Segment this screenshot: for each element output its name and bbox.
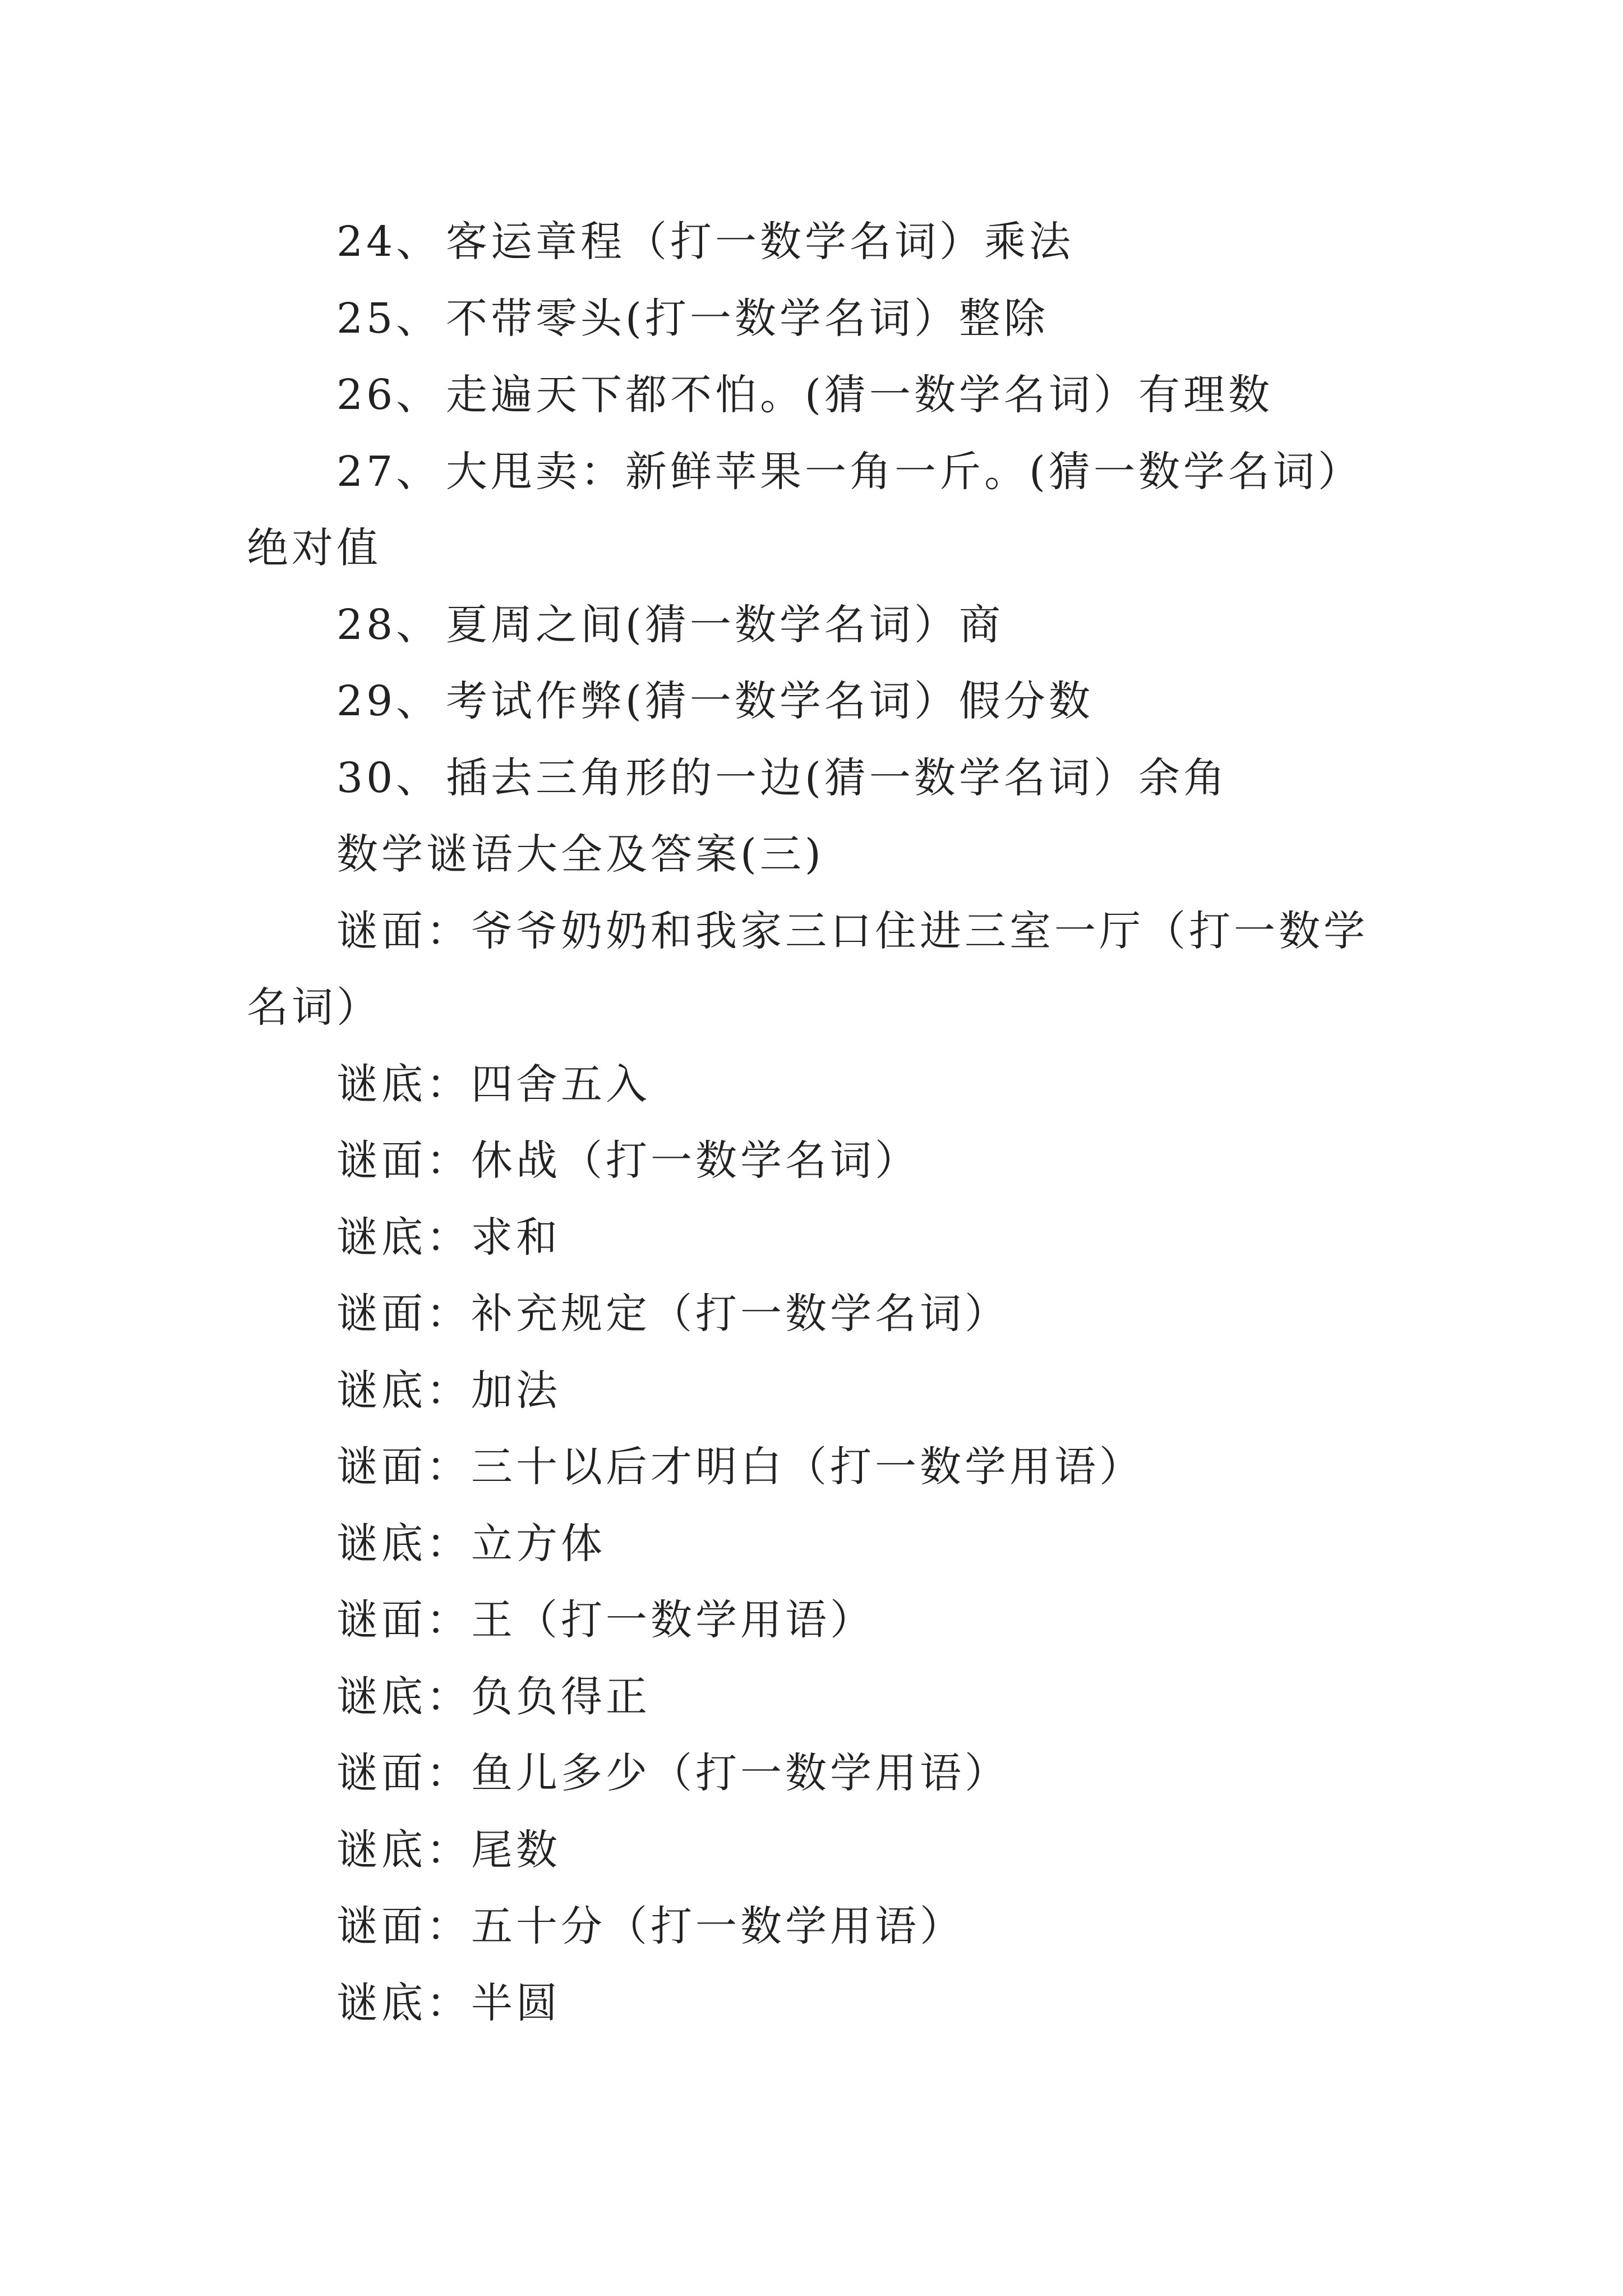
riddle-number: 25、 [336, 294, 441, 343]
riddle-text: 客运章程（打一数学名词）乘法 [446, 218, 1074, 266]
riddle-line-27 [247, 434, 1380, 587]
riddle-text: 插去三角形的一边(猜一数学名词）余角 [446, 753, 1228, 802]
riddle-answer: 谜底：尾数 [336, 1825, 561, 1874]
riddle-number: 24、 [336, 218, 441, 266]
riddle-question: 谜面：鱼儿多少（打一数学用语） [336, 1749, 1009, 1797]
riddle-answer: 谜底：四舍五入 [336, 1060, 651, 1108]
riddle-line-30 [247, 740, 1380, 817]
riddle-number: 30、 [336, 753, 441, 802]
riddle-number: 29、 [336, 677, 441, 725]
riddle-number: 26、 [336, 371, 441, 419]
riddle-text: 走遍天下都不怕。(猜一数学名词）有理数 [446, 371, 1273, 419]
riddle-question: 谜面：补充规定（打一数学名词） [336, 1290, 1009, 1338]
riddle-text: 不带零头(打一数学名词）整除 [446, 294, 1049, 343]
riddle-answer: 谜底：立方体 [336, 1519, 606, 1568]
section-title: 数学谜语大全及答案(三) [336, 830, 824, 878]
riddle-number: 28、 [336, 600, 441, 649]
riddle-question: 谜面：三十以后才明白（打一数学用语） [336, 1443, 1144, 1491]
riddle-answer: 谜底：加法 [336, 1366, 561, 1415]
riddle-number: 27、 [336, 447, 441, 496]
riddle-question: 谜面：王（打一数学用语） [336, 1596, 875, 1644]
riddle-answer: 谜底：半圆 [336, 1978, 561, 2027]
riddle-question: 谜面：休战（打一数学名词） [336, 1137, 920, 1185]
riddle-answer: 谜底：求和 [336, 1213, 561, 1262]
riddle-text: 大甩卖：新鲜苹果一角一斤。(猜一数学名词）绝对值 [247, 447, 1363, 572]
riddle-line-26 [247, 357, 1380, 434]
riddle-text: 夏周之间(猜一数学名词）商 [446, 600, 1004, 649]
riddle-text: 考试作弊(猜一数学名词）假分数 [446, 677, 1094, 725]
riddle-line-29 [247, 663, 1380, 740]
riddle-line-28 [247, 587, 1380, 664]
riddle-question: 谜面：五十分（打一数学用语） [336, 1902, 965, 1950]
document-body [247, 204, 1380, 2041]
riddle-line-24 [247, 204, 1380, 280]
riddle-question: 谜面：爷爷奶奶和我家三口住进三室一厅（打一数学名词） [247, 907, 1368, 1032]
riddle-answer: 谜底：负负得正 [336, 1672, 651, 1721]
riddle-line-25 [247, 280, 1380, 357]
